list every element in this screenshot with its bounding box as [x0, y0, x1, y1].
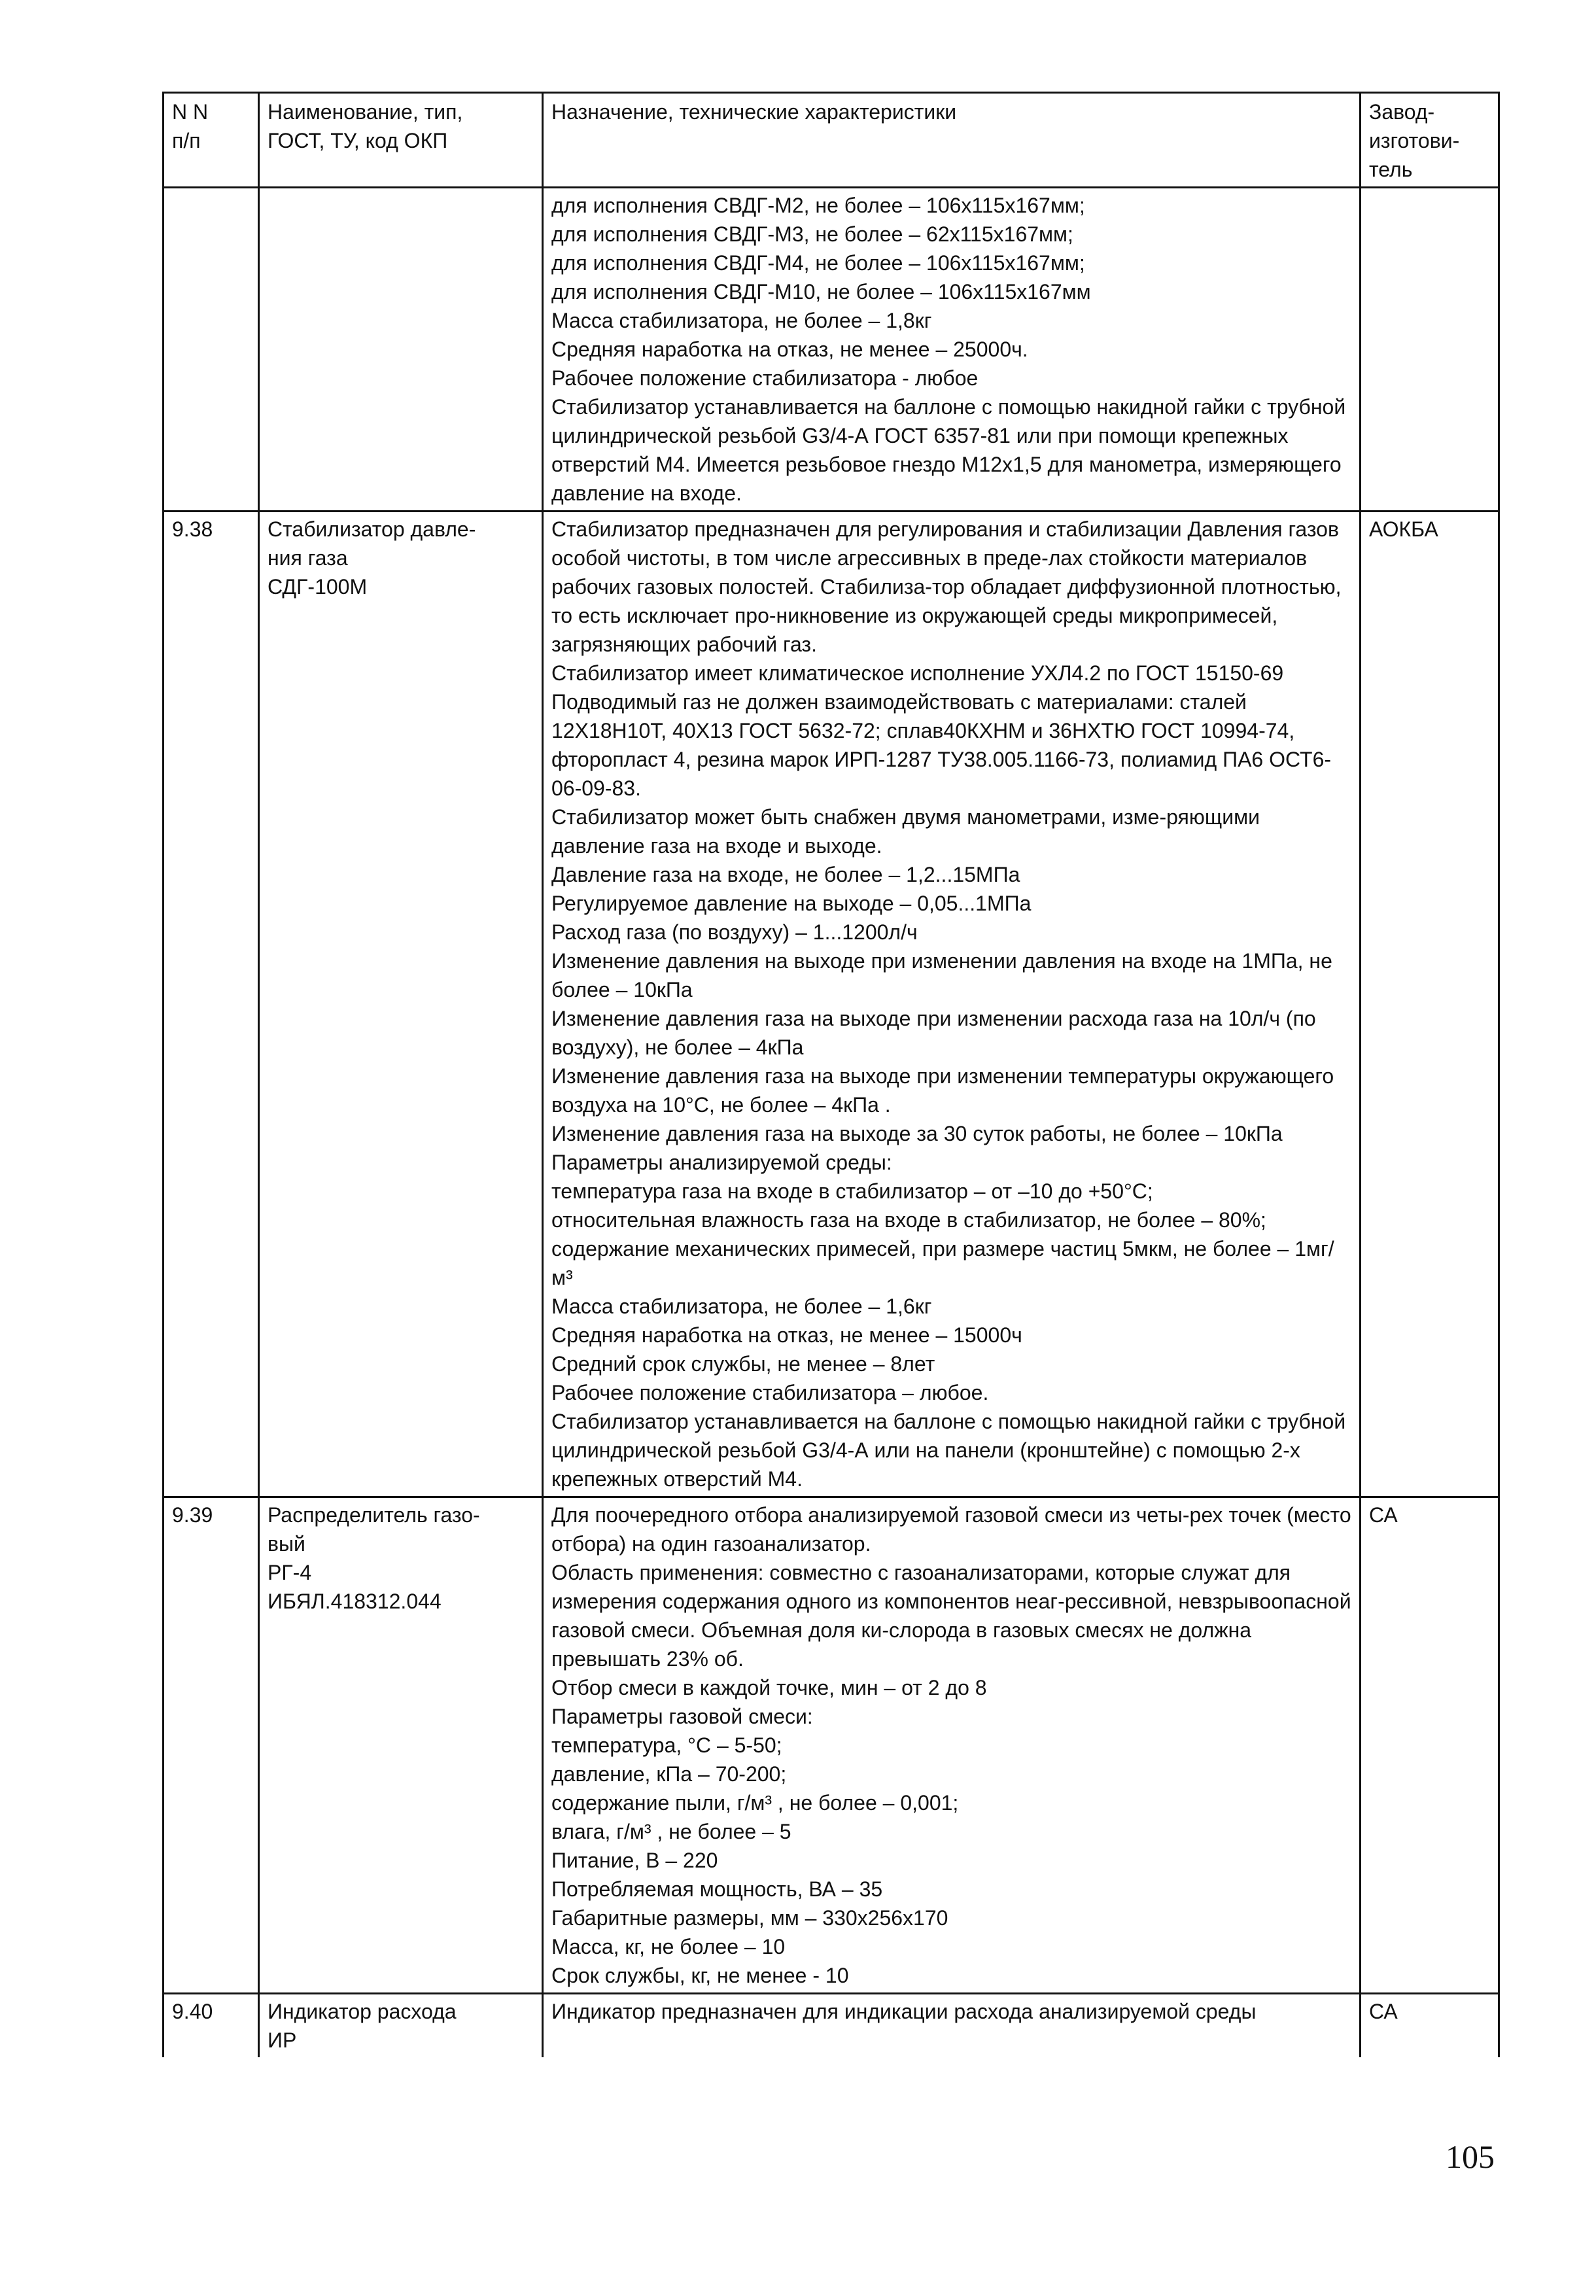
description-line: Стабилизатор может быть снабжен двумя манометрами, изме-ряющими давление газа на входе и выходе.: [551, 805, 1260, 858]
row-manufacturer: СА: [1361, 1497, 1499, 1994]
description-line: Питание, В – 220: [551, 1849, 718, 1872]
description-line: для исполнения СВДГ-М2, не более – 106х115х167мм;: [551, 194, 1085, 217]
table-row: [164, 1994, 1499, 2058]
spec-table: [162, 92, 1500, 2057]
description-line: Масса стабилизатора, не более – 1,6кг: [551, 1295, 932, 1318]
row-number: 9.39: [164, 1497, 259, 1994]
description-line: Потребляемая мощность, ВА – 35: [551, 1877, 883, 1901]
row-description: [543, 188, 1361, 512]
description-line: влага, г/м³ , не более – 5: [551, 1820, 791, 1843]
description-line: Изменение давления газа на выходе при изменении расхода газа на 10л/ч (по воздуху), не более – 4кПа: [551, 1007, 1316, 1059]
header-manufacturer: Завод- изготови- тель: [1361, 93, 1499, 188]
table-row: [164, 1497, 1499, 1994]
description-line: Регулируемое давление на выходе – 0,05...1МПа: [551, 892, 1032, 915]
row-name: Стабилизатор давле- ния газа СДГ-100М: [259, 512, 543, 1497]
description-line: Средний срок службы, не менее – 8лет: [551, 1352, 935, 1376]
description-line: Масса стабилизатора, не более – 1,8кг: [551, 309, 932, 332]
description-line: Область применения: совместно с газоанализаторами, которые служат для измерения содержания одного из компонентов неаг-рессивной, невзрывоопасной газовой смеси. Объемная доля ки-слорода в газовых смесях не должна превышать 23% об.: [551, 1561, 1351, 1671]
description-line: Изменение давления газа на выходе при изменении температуры окружающего воздуха на 10°С, не более – 4кПа .: [551, 1064, 1334, 1117]
description-line: для исполнения СВДГ-М4, не более – 106х115х167мм;: [551, 251, 1085, 275]
description-line: Изменение давления на выходе при изменении давления на входе на 1МПа, не более – 10кПа: [551, 949, 1332, 1001]
description-line: Индикатор предназначен для индикации расхода анализируемой среды: [551, 2000, 1257, 2023]
description-line: Габаритные размеры, мм – 330х256х170: [551, 1906, 948, 1930]
header-number: N N п/п: [164, 93, 259, 188]
description-line: Масса, кг, не более – 10: [551, 1935, 786, 1958]
description-line: относительная влажность газа на входе в стабилизатор, не более – 80%;: [551, 1208, 1266, 1232]
description-line: Стабилизатор устанавливается на баллоне с помощью накидной гайки с трубной цилиндрической резьбой G3/4-А ГОСТ 6357-81 или при помощи крепежных отверстий М4. Имеется резьбовое гнездо М12х1,5 для манометра, измеряющего давление на входе.: [551, 395, 1346, 505]
description-line: содержание пыли, г/м³ , не более – 0,001;: [551, 1791, 959, 1815]
table-row: [164, 512, 1499, 1497]
row-number: 9.40: [164, 1994, 259, 2058]
row-manufacturer: АОКБА: [1361, 512, 1499, 1497]
description-line: Расход газа (по воздуху) – 1...1200л/ч: [551, 920, 918, 944]
description-line: Стабилизатор предназначен для регулирования и стабилизации Давления газов особой чистоты, в том числе агрессивных в преде-лах стойкости материалов рабочих газовых полостей. Стабилиза-тор обладает диффузионной плотностью, то есть исключает про-никновение из окружающей среды микропримесей, загрязняющих рабочий газ.: [551, 517, 1342, 656]
row-name: Индикатор расхода ИР: [259, 1994, 543, 2058]
description-line: Стабилизатор имеет климатическое исполнение УХЛ4.2 по ГОСТ 15150-69: [551, 661, 1284, 685]
description-line: Давление газа на входе, не более – 1,2...15МПа: [551, 863, 1020, 886]
header-purpose: Назначение, технические характеристики: [543, 93, 1361, 188]
description-line: давление, кПа – 70-200;: [551, 1762, 787, 1786]
row-number: 9.38: [164, 512, 259, 1497]
row-description: [543, 1994, 1361, 2058]
header-name: Наименование, тип, ГОСТ, ТУ, код ОКП: [259, 93, 543, 188]
description-line: Для поочередного отбора анализируемой газовой смеси из четы-рех точек (место отбора) на один газоанализатор.: [551, 1503, 1351, 1556]
description-line: Срок службы, кг, не менее - 10: [551, 1964, 849, 1987]
page-number: 105: [1446, 2138, 1495, 2175]
row-manufacturer: СА: [1361, 1994, 1499, 2058]
description-line: для исполнения СВДГ-М3, не более – 62х115х167мм;: [551, 222, 1073, 246]
description-line: содержание механических примесей, при размере частиц 5мкм, не более – 1мг/м³: [551, 1237, 1334, 1289]
description-line: для исполнения СВДГ-М10, не более – 106х115х167мм: [551, 280, 1091, 304]
description-line: Рабочее положение стабилизатора – любое.: [551, 1381, 989, 1404]
table-header-row: [164, 93, 1499, 188]
description-line: Средняя наработка на отказ, не менее – 15000ч: [551, 1323, 1022, 1347]
table-row: [164, 188, 1499, 512]
description-line: Изменение давления газа на выходе за 30 суток работы, не более – 10кПа: [551, 1122, 1283, 1145]
row-description: [543, 1497, 1361, 1994]
row-manufacturer: [1361, 188, 1499, 512]
description-line: температура газа на входе в стабилизатор – от –10 до +50°С;: [551, 1179, 1153, 1203]
description-line: Стабилизатор устанавливается на баллоне с помощью накидной гайки с трубной цилиндрической резьбой G3/4-А или на панели (кронштейне) с помощью 2-х крепежных отверстий М4.: [551, 1410, 1346, 1491]
row-number: [164, 188, 259, 512]
description-line: Параметры анализируемой среды:: [551, 1151, 892, 1174]
description-line: Средняя наработка на отказ, не менее – 25000ч.: [551, 338, 1028, 361]
row-description: [543, 512, 1361, 1497]
description-line: температура, °С – 5-50;: [551, 1733, 782, 1757]
description-line: Подводимый газ не должен взаимодействовать с материалами: сталей 12Х18Н10Т, 40Х13 ГОСТ 5632-72; сплав40КХНМ и 36НХТЮ ГОСТ 10994-74, фторопласт 4, резина марок ИРП-1287 ТУ38.005.1166-73, полиамид ПА6 ОСТ6-06-09-83.: [551, 690, 1332, 800]
description-line: Отбор смеси в каждой точке, мин – от 2 до 8: [551, 1676, 987, 1699]
description-line: Параметры газовой смеси:: [551, 1705, 813, 1728]
row-name: Распределитель газо- вый РГ-4 ИБЯЛ.418312.044: [259, 1497, 543, 1994]
row-name: [259, 188, 543, 512]
description-line: Рабочее положение стабилизатора - любое: [551, 366, 979, 390]
